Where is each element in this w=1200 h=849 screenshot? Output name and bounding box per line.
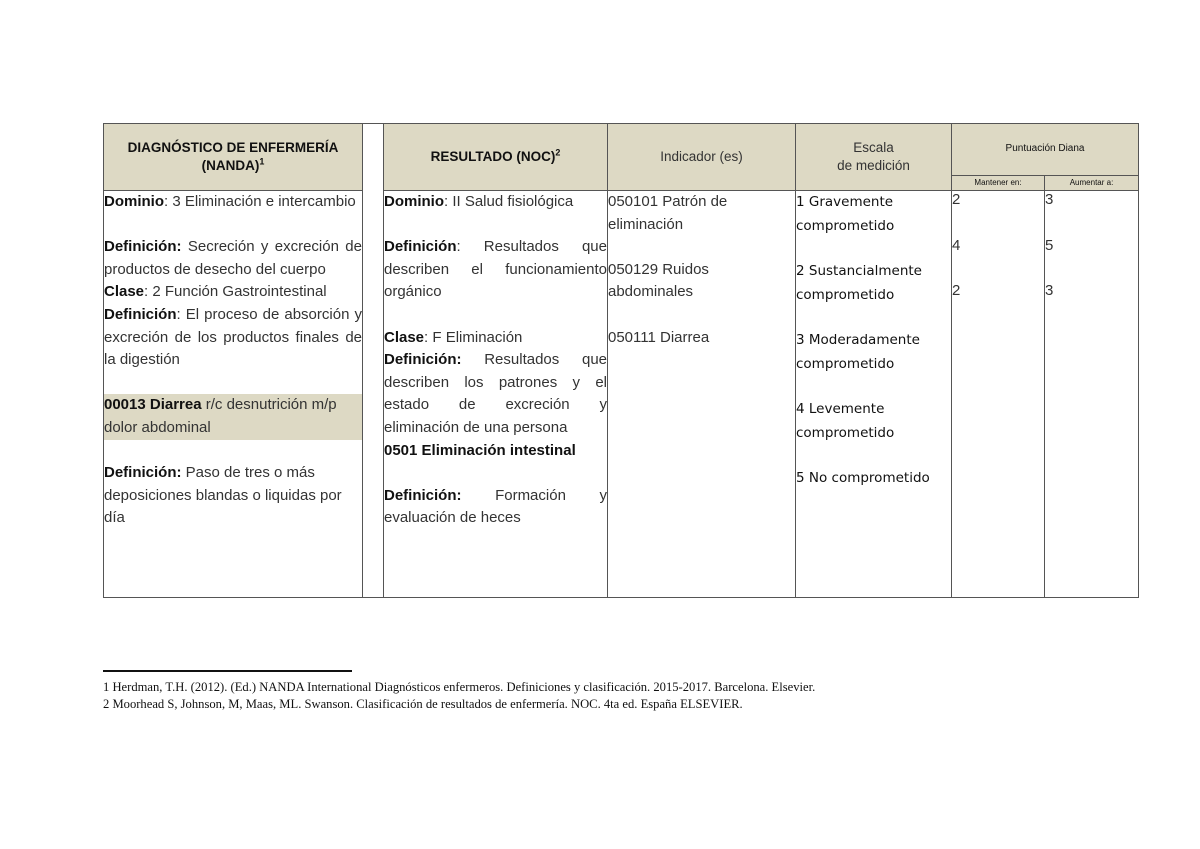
scale-item: 5 No comprometido <box>796 470 930 486</box>
indicator-cell <box>608 191 796 598</box>
nanda-definition-3 <box>104 462 362 530</box>
header-scale <box>796 124 952 191</box>
noc-clase-label: Clase <box>384 328 425 346</box>
noc-dominio-label: Dominio <box>384 193 444 210</box>
indicator-item: 050111 Diarrea <box>608 328 710 346</box>
indicator-item: 050129 Ruidos abdominales <box>608 260 709 301</box>
footnote-1: 1 Herdman, T.H. (2012). (Ed.) NANDA International Diagnósticos enfermeros. Definiciones y clasificación. 2015-2017. Barcelona. Elsevier. <box>103 680 816 694</box>
noc-result: 0501 Eliminación intestinal <box>384 441 576 459</box>
increase-value: 3 <box>1045 282 1054 299</box>
increase-value: 3 <box>1045 191 1054 208</box>
scale-cell <box>796 191 952 598</box>
nanda-dominio-label: Dominio <box>104 193 164 210</box>
nanda-def1-label: Definición: <box>104 238 182 256</box>
header-nanda-title: DIAGNÓSTICO DE ENFERMERÍA <box>127 140 339 155</box>
care-plan-table <box>103 123 1139 598</box>
indicator-item: 050101 Patrón de eliminación <box>608 193 728 233</box>
maintain-value: 4 <box>952 236 961 254</box>
nanda-diagnosis-label: 00013 Diarrea <box>104 396 202 414</box>
nanda-diagnosis-text: r/c desnutrición m/p dolor abdominal <box>104 396 337 436</box>
nanda-clase-label: Clase <box>104 283 145 301</box>
noc-clase <box>384 327 607 350</box>
header-nanda-sub: (NANDA) <box>201 158 260 173</box>
footnote-ref-1: 1 <box>259 156 265 167</box>
footnote-2: 2 Moorhead S, Johnson, M, Maas, ML. Swanson. Clasificación de resultados de enfermería. NOC. 4ta ed. España ELSEVIER. <box>103 697 743 711</box>
scale-item: 1 Gravemente comprometido <box>796 194 895 234</box>
nanda-def3-text: Paso de tres o más deposiciones blandas o liquidas por día <box>104 464 342 527</box>
nanda-cell <box>104 191 363 598</box>
noc-clase-text: : F Eliminación <box>424 328 523 346</box>
scale-item: 2 Sustancialmente comprometido <box>796 263 922 303</box>
nanda-clase <box>104 281 362 304</box>
maintain-value: 2 <box>952 282 961 299</box>
header-increase <box>1045 175 1139 190</box>
header-noc <box>384 124 608 191</box>
footnotes <box>103 679 1103 713</box>
nanda-def3-label: Definición: <box>104 464 182 482</box>
noc-definition-3 <box>384 485 607 530</box>
column-gap <box>363 124 384 191</box>
noc-cell <box>384 191 608 598</box>
header-indicator-label: Indicador (es) <box>660 149 743 164</box>
noc-def3-text: Formación y evaluación de heces <box>384 486 607 527</box>
header-increase-label: Aumentar a: <box>1069 177 1114 187</box>
noc-dominio-text: : II Salud fisiológica <box>444 193 574 210</box>
nanda-dominio <box>104 191 362 214</box>
column-gap-body <box>363 191 384 598</box>
maintain-value: 2 <box>952 191 961 208</box>
footnote-separator <box>103 670 352 672</box>
noc-definition-1 <box>384 236 607 304</box>
noc-def2-label: Definición: <box>384 351 462 369</box>
noc-def2-text: Resultados que describen los patrones y el estado de excreción y eliminación de una persona <box>384 351 607 436</box>
nanda-diagnosis <box>104 394 362 439</box>
header-nanda <box>104 124 363 191</box>
nanda-definition-1 <box>104 236 362 281</box>
nanda-def2-label: Definición <box>104 305 177 323</box>
nanda-clase-text: : 2 Función Gastrointestinal <box>144 283 327 301</box>
header-target <box>952 124 1139 176</box>
increase-cell <box>1045 191 1139 598</box>
noc-def1-text: : Resultados que describen el funcionamiento orgánico <box>384 238 607 301</box>
header-scale-line1: Escala <box>853 140 894 155</box>
noc-def3-label: Definición: <box>384 486 462 504</box>
header-scale-line2: de medición <box>837 158 910 173</box>
nanda-definition-2 <box>104 304 362 372</box>
noc-def1-label: Definición <box>384 238 457 256</box>
noc-dominio <box>384 191 607 214</box>
nanda-def2-text: : El proceso de absorción y excreción de los productos finales de la digestión <box>104 305 362 369</box>
noc-definition-2 <box>384 349 607 439</box>
scale-item: 3 Moderadamente comprometido <box>796 332 920 372</box>
increase-value: 5 <box>1045 236 1054 254</box>
maintain-cell <box>952 191 1045 598</box>
header-maintain <box>952 175 1045 190</box>
header-indicator <box>608 124 796 191</box>
nanda-def1-text: Secreción y excreción de productos de desecho del cuerpo <box>104 238 362 278</box>
nanda-dominio-text: : 3 Eliminación e intercambio <box>164 193 356 210</box>
header-target-label: Puntuación Diana <box>1005 143 1085 155</box>
scale-item: 4 Levemente comprometido <box>796 401 895 441</box>
footnote-ref-2: 2 <box>555 147 561 158</box>
header-noc-title: RESULTADO (NOC) <box>430 149 556 164</box>
header-maintain-label: Mantener en: <box>974 177 1022 187</box>
